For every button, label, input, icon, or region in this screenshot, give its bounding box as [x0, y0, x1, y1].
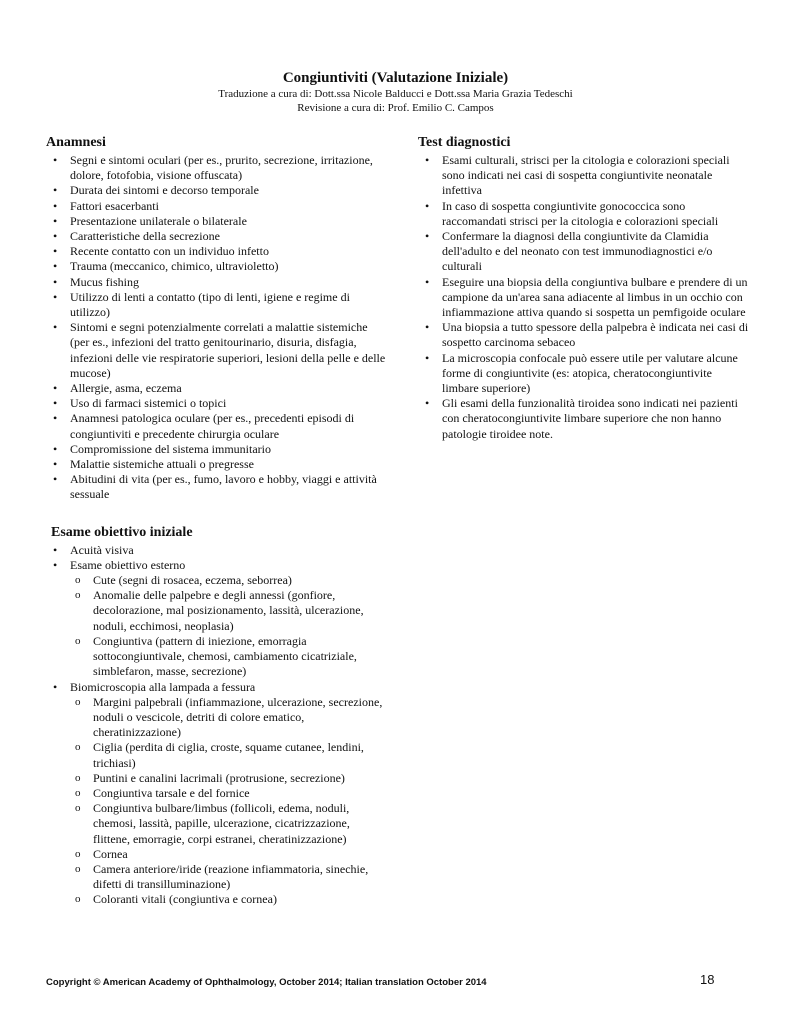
- list-item: • Presentazione unilaterale o bilaterale: [46, 214, 386, 229]
- sub-list-item: o Cornea: [46, 847, 386, 862]
- list-item: • Anamnesi patologica oculare (per es., precedenti episodi di congiuntiviti e precedente chirurgia oculare: [46, 411, 386, 441]
- list-item: • Confermare la diagnosi della congiuntivite da Clamidia dell'adulto e del neonato con test immunodiagnostici e/o culturali: [418, 229, 750, 275]
- list-item: • Sintomi e segni potenzialmente correlati a malattie sistemiche (per es., infezioni del tratto genitourinario, disuria, disfagia, infezioni delle vie respiratorie superiori, lesioni della pelle e delle mucose): [46, 320, 386, 381]
- anamnesi-heading: Anamnesi: [46, 135, 106, 150]
- list-item: • Caratteristiche della secrezione: [46, 229, 386, 244]
- list-item: • Malattie sistemiche attuali o pregresse: [46, 457, 386, 472]
- sub-list-item: o Anomalie delle palpebre e degli annessi (gonfiore, decolorazione, mal posizionamento, lassità, ulcerazione, noduli, ecchimosi, neoplasia): [46, 588, 386, 634]
- list-item: • Acuità visiva: [46, 543, 386, 558]
- right-column: [418, 135, 750, 442]
- sub-list-item: o Camera anteriore/iride (reazione infiammatoria, sinechie, difetti di transilluminazione): [46, 862, 386, 892]
- biomicroscopia-sublist: [46, 695, 386, 908]
- esame-list: [46, 543, 386, 908]
- list-item: • Utilizzo di lenti a contatto (tipo di lenti, igiene e regime di utilizzo): [46, 290, 386, 320]
- list-item: • Eseguire una biopsia della congiuntiva bulbare e prendere di un campione da un'area sana adiacente al limbus in un occhio con infiammazione attiva quando si sospetta un pemfigoide oculare: [418, 275, 750, 321]
- esterno-label: Esame obiettivo esterno: [70, 557, 186, 572]
- left-column: [46, 135, 386, 908]
- list-item: [46, 558, 386, 680]
- sub-list-item: o Congiuntiva bulbare/limbus (follicoli, edema, noduli, chemosi, lassità, papille, ulcerazione, cicatrizzazione, flittene, emorragie, corpi estranei, cheratinizzazione): [46, 801, 386, 847]
- list-item: • Una biopsia a tutto spessore della palpebra è indicata nei casi di sospetto carcinoma sebaceo: [418, 320, 750, 350]
- test-heading: Test diagnostici: [418, 135, 511, 150]
- list-item: • Compromissione del sistema immunitario: [46, 442, 386, 457]
- list-item: • Durata dei sintomi e decorso temporale: [46, 183, 386, 198]
- anamnesi-list: [46, 153, 386, 503]
- sub-list-item: o Coloranti vitali (congiuntiva e cornea): [46, 892, 386, 907]
- list-item: • Uso di farmaci sistemici o topici: [46, 396, 386, 411]
- list-item: • Mucus fishing: [46, 275, 386, 290]
- esterno-sublist: [46, 573, 386, 679]
- list-item: [46, 680, 386, 908]
- translation-credit: Traduzione a cura di: Dott.ssa Nicole Balducci e Dott.ssa Maria Grazia Tedeschi: [218, 88, 573, 100]
- biomicroscopia-label: Biomicroscopia alla lampada a fessura: [70, 679, 256, 694]
- page-number: 18: [700, 972, 715, 987]
- list-item: • Segni e sintomi oculari (per es., prurito, secrezione, irritazione, dolore, fotofobia, visione offuscata): [46, 153, 386, 183]
- document-title: Congiuntiviti (Valutazione Iniziale): [282, 70, 509, 86]
- sub-list-item: o Congiuntiva (pattern di iniezione, emorragia sottocongiuntivale, chemosi, cambiamento cicatriziale, simblefaron, masse, secrezione): [46, 634, 386, 680]
- sub-list-item: o Ciglia (perdita di ciglia, croste, squame cutanee, lendini, trichiasi): [46, 740, 386, 770]
- test-list: [418, 153, 750, 442]
- list-item: • Abitudini di vita (per es., fumo, lavoro e hobby, viaggi e attività sessuale: [46, 472, 386, 502]
- copyright-footer: Copyright © American Academy of Ophthalmology, October 2014; Italian translation October 2014: [46, 977, 487, 988]
- sub-list-item: o Congiuntiva tarsale e del fornice: [46, 786, 386, 801]
- list-item: • Allergie, asma, eczema: [46, 381, 386, 396]
- sub-list-item: o Puntini e canalini lacrimali (protrusione, secrezione): [46, 771, 386, 786]
- revision-credit: Revisione a cura di: Prof. Emilio C. Campos: [297, 102, 494, 114]
- list-item: • Esami culturali, strisci per la citologia e colorazioni speciali sono indicati nei casi di sospetta congiuntivite neonatale infettiva: [418, 153, 750, 199]
- sub-list-item: o Margini palpebrali (infiammazione, ulcerazione, secrezione, noduli o vescicole, detriti di colore ematico, cheratinizzazione): [46, 695, 386, 741]
- list-item: • Recente contatto con un individuo infetto: [46, 244, 386, 259]
- sub-list-item: o Cute (segni di rosacea, eczema, seborrea): [46, 573, 386, 588]
- list-item: • Gli esami della funzionalità tiroidea sono indicati nei pazienti con cheratocongiuntivite limbare superiore che non hanno patologie tiroidee note.: [418, 396, 750, 442]
- list-item: • Fattori esacerbanti: [46, 199, 386, 214]
- list-item: • La microscopia confocale può essere utile per valutare alcune forme di congiuntivite (es: atopica, cheratocongiuntivite limbare superiore): [418, 351, 750, 397]
- list-item: • Trauma (meccanico, chimico, ultravioletto): [46, 259, 386, 274]
- list-item: • In caso di sospetta congiuntivite gonococcica sono raccomandati strisci per la citologia e colorazioni speciali: [418, 199, 750, 229]
- esame-heading: Esame obiettivo iniziale: [51, 524, 193, 540]
